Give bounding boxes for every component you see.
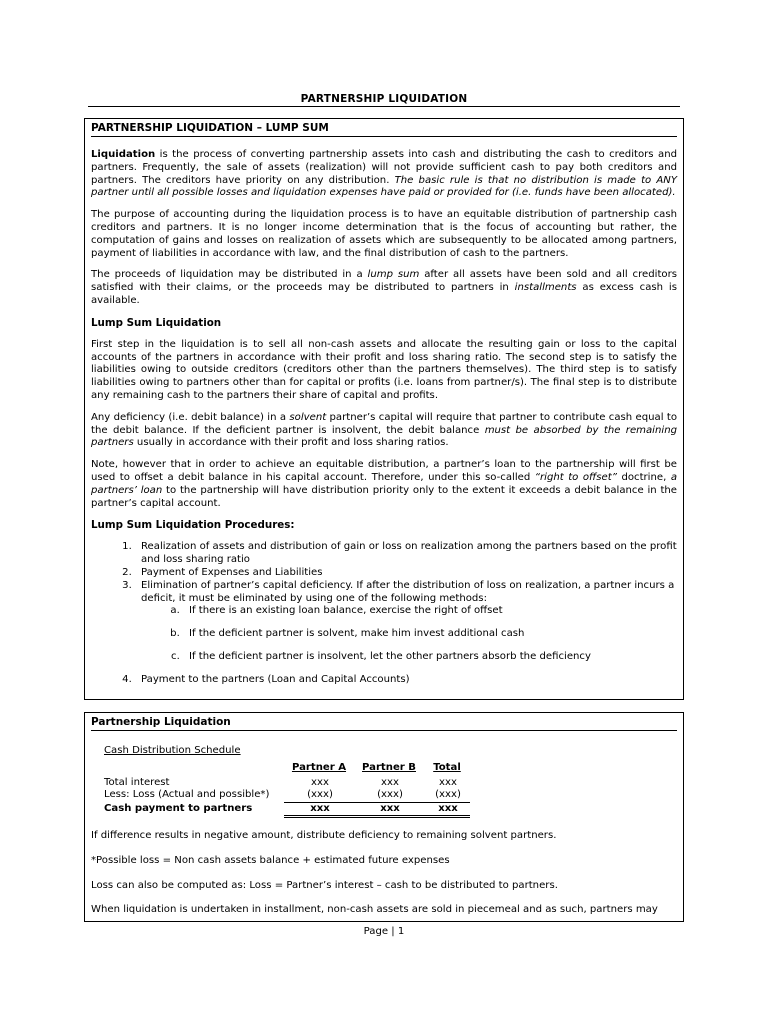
column-header: Total (433, 762, 461, 773)
table-cell: xxx (354, 802, 424, 817)
column-header: Partner B (362, 762, 416, 773)
table-cell: xxx (284, 802, 354, 817)
paragraph-liquidation-definition: Liquidation is the process of converting partnership assets into cash and distributing the cash to creditors and partners. Frequently, the sale of assets (realization) will not provide sufficient cash to pay both creditors and partners. The creditors have priority on any distribution. The basic rule is that no distribution is made to ANY partner until all possible losses and liquidation expenses have paid or provided for (i.e. funds have been allocated). (91, 149, 677, 199)
note-negative-amount: If difference results in negative amount, distribute deficiency to remaining solvent partners. (91, 830, 557, 841)
term-liquidation: Liquidation (91, 149, 156, 160)
list-item: 1. Realization of assets and distribution of gain or loss on realization among the partners based on the profit and loss sharing ratio (135, 541, 677, 567)
methods-list (141, 605, 677, 663)
row-label: Total interest (104, 776, 170, 788)
list-item: 3. Elimination of partner’s capital deficiency. If after the distribution of loss on realization, a partner incurs a deficit, it must be eliminated by using one of the following methods: a. If there is an existing loan balance, exercise the right of offset b. If the deficient partner is solvent, make him invest additional cash c. If the deficient partner is insolvent, let the other partners absorb the deficiency (135, 580, 677, 664)
table-row (102, 777, 470, 790)
subheading-lump-sum: Lump Sum Liquidation (91, 316, 222, 329)
table-cell: (xxx) (424, 789, 470, 802)
row-label: Less: Loss (Actual and possible*) (104, 789, 270, 801)
table-cell: xxx (424, 802, 470, 817)
table-row (102, 802, 470, 817)
cash-distribution-table (102, 762, 470, 818)
row-label: Cash payment to partners (104, 803, 253, 814)
title-divider (88, 106, 680, 107)
paragraph-deficiency: Any deficiency (i.e. debit balance) in a solvent partner’s capital will require that partner to contribute cash equal to the debit balance. If the deficient partner is insolvent, the debit balance must be absorbed by the remaining partners usually in accordance with their profit and loss sharing ratios. (91, 411, 677, 449)
paragraph-purpose: The purpose of accounting during the liquidation process is to have an equitable distribution of partnership cash creditors and partners. It is no longer income determination that is the focus of accounting but rather, the computation of gains and losses on realization of assets which are subsequently to be allocated among partners, payment of liabilities in accordance with law, and the final distribution of cash to the partners. (91, 209, 677, 259)
paragraph-proceeds: The proceeds of liquidation may be distributed in a lump sum after all assets have been sold and all creditors satisfied with their claims, or the proceeds may be distributed to partners in installments as excess cash is available. (91, 269, 677, 306)
paragraph-steps: First step in the liquidation is to sell all non-cash assets and allocate the resulting gain or loss to the capital accounts of the partners in accordance with their profit and loss sharing ratio. The second step is to satisfy the liabilities owing to outside creditors (creditors other than the partners themselves). The third step is to satisfy liabilities owing to partners other than for capital or profits (i.e. loans from partner/s). The final step is to distribute any remaining cash to the partners their share of capital and profits. (91, 338, 677, 401)
note-possible-loss: *Possible loss = Non cash assets balance + estimated future expenses (91, 854, 450, 866)
note-loss-computation: Loss can also be computed as: Loss = Partner’s interest – cash to be distributed to partners. (91, 879, 558, 891)
section-header: Partnership Liquidation (91, 716, 677, 731)
column-header: Partner A (291, 762, 347, 773)
page-number: Page | 1 (363, 926, 405, 937)
section-header: PARTNERSHIP LIQUIDATION – LUMP SUM (91, 122, 677, 137)
list-item: 2. Payment of Expenses and Liabilities (135, 567, 677, 580)
cash-distribution-section (84, 712, 684, 922)
table-cell: xxx (439, 776, 457, 788)
table-cell: xxx (311, 776, 329, 788)
schedule-title: Cash Distribution Schedule (104, 745, 241, 756)
procedures-list (91, 541, 677, 686)
list-item: c. If the deficient partner is insolvent, let the other partners absorb the deficiency (183, 651, 677, 664)
note-installment: When liquidation is undertaken in installment, non-cash assets are sold in piecemeal and as such, partners may (91, 904, 658, 916)
list-item: b. If the deficient partner is solvent, make him invest additional cash (183, 628, 677, 641)
subheading-procedures: Lump Sum Liquidation Procedures: (91, 519, 295, 532)
table-cell: (xxx) (284, 789, 354, 802)
table-cell: xxx (381, 776, 399, 788)
table-cell: (xxx) (354, 789, 424, 802)
list-item: 4. Payment to the partners (Loan and Capital Accounts) (135, 674, 677, 687)
page-title: PARTNERSHIP LIQUIDATION (300, 93, 468, 105)
paragraph-right-to-offset: Note, however that in order to achieve an equitable distribution, a partner’s loan to the partnership will first be used to offset a debit balance in his capital account. Therefore, under this so-called “right to offset” doctrine, a partners’ loan to the partnership will have distribution priority only to the extent it exceeds a debit balance in the partner’s capital account. (91, 459, 678, 509)
lump-sum-section (84, 118, 684, 700)
list-item: a. If there is an existing loan balance, exercise the right of offset (183, 605, 677, 618)
table-header-row (102, 762, 470, 777)
table-row (102, 789, 470, 802)
